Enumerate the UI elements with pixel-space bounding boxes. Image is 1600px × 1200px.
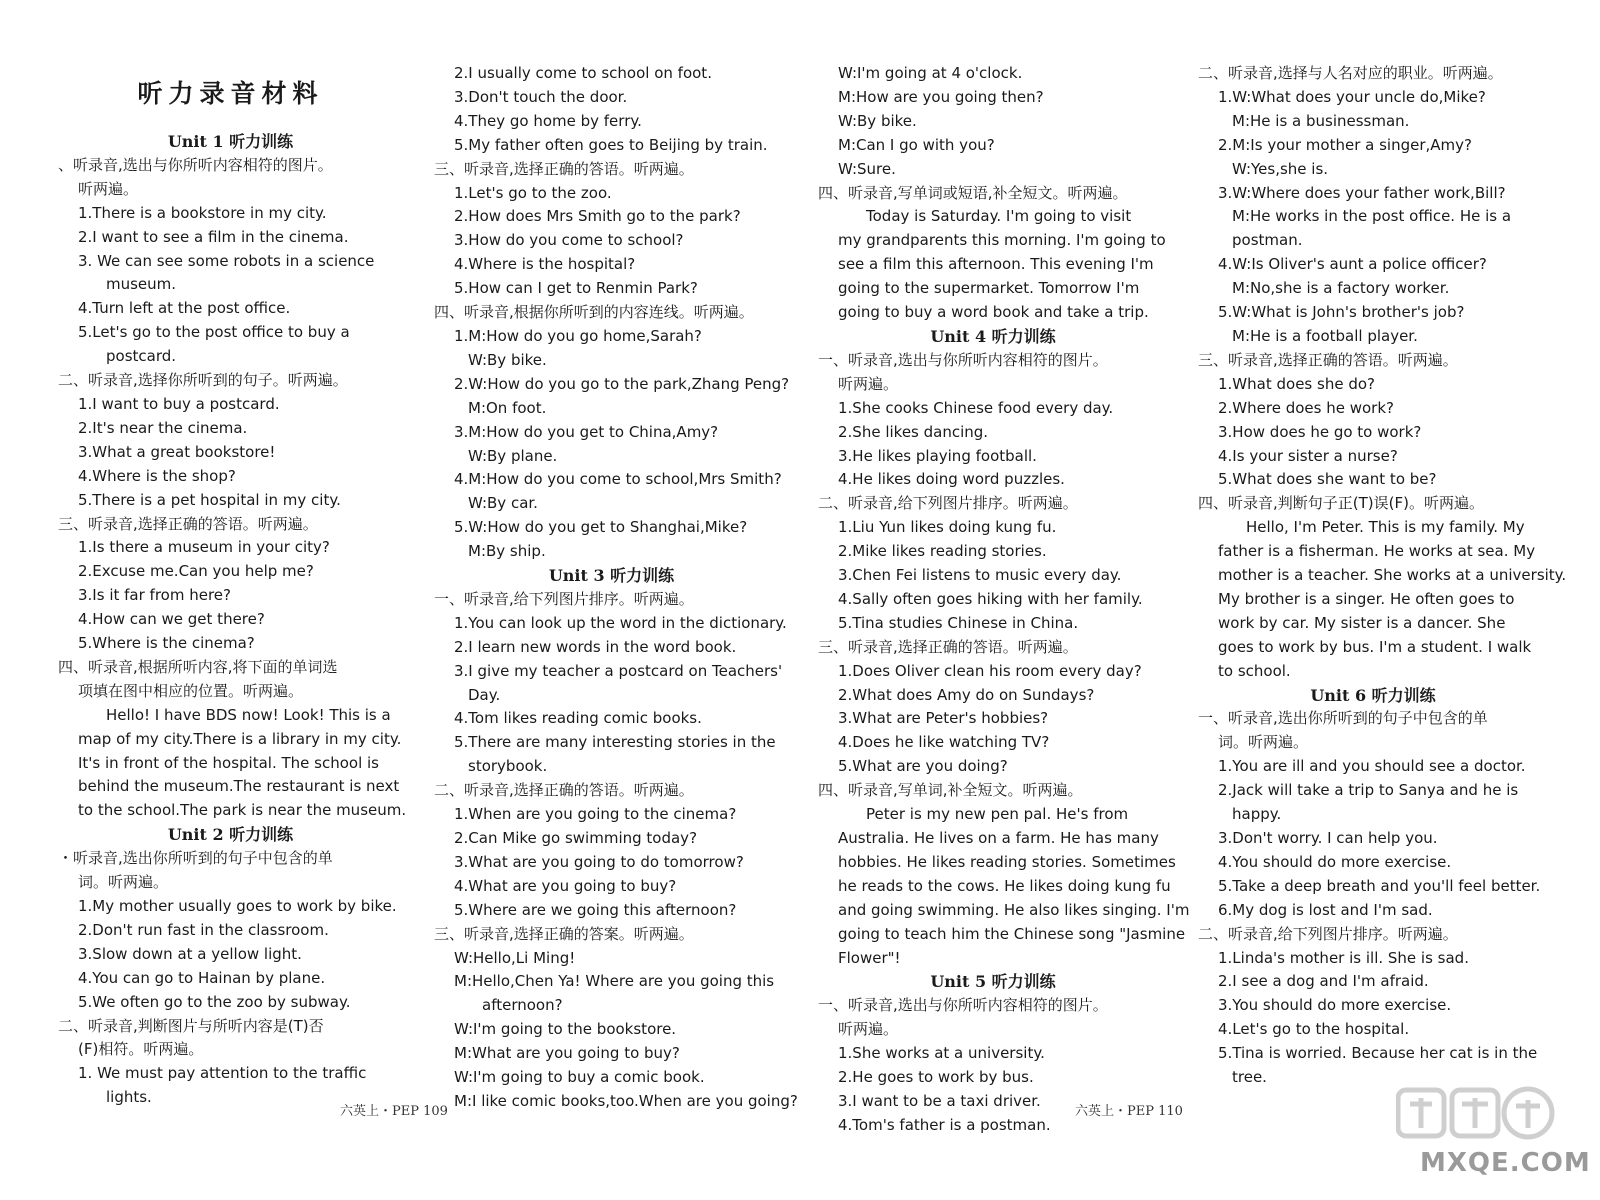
text-line: W:I'm going at 4 o'clock. <box>838 64 1023 82</box>
text-line: M:How are you going then? <box>838 87 1044 106</box>
text-line: 、听录音,选出与你所听内容相符的图片。 <box>58 155 333 174</box>
text-line: 四、听录音,判断句子正(T)误(F)。听两遍。 <box>1198 494 1484 513</box>
text-line: 3.I want to be a taxi driver. <box>838 1091 1041 1110</box>
text-line: 2.I see a dog and I'm afraid. <box>1218 972 1429 991</box>
text-line: 4.W:Is Oliver's aunt a police officer? <box>1218 255 1487 274</box>
text-line: 4.Does he like watching TV? <box>838 733 1050 752</box>
text-line: goes to work by bus. I'm a student. I walk <box>1218 637 1532 656</box>
text-line: 2.M:Is your mother a singer,Amy? <box>1218 135 1472 154</box>
text-line: 5.Tina is worried. Because her cat is in the <box>1218 1044 1538 1063</box>
footer-left-page-number: 六英上・PEP 109 <box>340 1104 448 1119</box>
text-line: M:By ship. <box>468 542 546 561</box>
text-line: 4.Where is the hospital? <box>454 255 636 274</box>
text-line: 2.She likes dancing. <box>838 422 989 441</box>
text-line: 3.How does he go to work? <box>1218 422 1422 441</box>
text-line: 1.You can look up the word in the dictionary. <box>454 613 787 632</box>
text-line: (F)相符。听两遍。 <box>78 1040 204 1059</box>
text-line: M:Hello,Chen Ya! Where are you going this <box>454 972 775 991</box>
text-line: 5.Where is the cinema? <box>78 634 255 653</box>
text-line: 3.What are Peter's hobbies? <box>838 709 1049 728</box>
text-line: My brother is a singer. He often goes to <box>1218 589 1515 608</box>
text-line: M:He is a football player. <box>1232 326 1418 345</box>
text-line: 3.Don't worry. I can help you. <box>1218 829 1438 847</box>
text-line: father is a fisherman. He works at sea. My <box>1218 542 1536 561</box>
text-line: 3.What are you going to do tomorrow? <box>454 852 744 871</box>
text-line: W:Sure. <box>838 159 896 178</box>
text-line: 6.My dog is lost and I'm sad. <box>1218 900 1433 919</box>
text-line: 3.Is it far from here? <box>78 586 231 605</box>
text-line: to school. <box>1218 661 1291 680</box>
text-line: Hello! I have BDS now! Look! This is a <box>106 705 391 724</box>
text-line: 4.How can we get there? <box>78 610 265 629</box>
text-line: 二、听录音,判断图片与所听内容是(T)否 <box>58 1016 324 1035</box>
text-line: 1.She works at a university. <box>838 1044 1045 1063</box>
text-line: he reads to the cows. He likes doing kung fu <box>838 876 1171 895</box>
text-line: afternoon? <box>482 996 563 1015</box>
text-line: 三、听录音,选择正确的答语。听两遍。 <box>818 637 1078 656</box>
text-line: Australia. He lives on a farm. He has many <box>838 829 1159 847</box>
text-line: 2.Mike likes reading stories. <box>838 542 1047 561</box>
text-line: 4.You can go to Hainan by plane. <box>78 968 326 987</box>
text-line: 1.Liu Yun likes doing kung fu. <box>838 518 1057 537</box>
text-line: 词。听两遍。 <box>1218 733 1309 752</box>
text-line: 词。听两遍。 <box>78 873 169 892</box>
text-line: tree. <box>1232 1068 1267 1087</box>
text-line: behind the museum.The restaurant is next <box>78 777 400 796</box>
text-line: 1.When are you going to the cinema? <box>454 805 737 824</box>
text-line: 四、听录音,根据你所听到的内容连线。听两遍。 <box>434 303 754 322</box>
text-line: 5.What does she want to be? <box>1218 470 1437 489</box>
column-4-lines <box>1198 62 1567 1090</box>
text-line: going to teach him the Chinese song "Jasmine <box>838 924 1186 943</box>
text-line: 2.Don't run fast in the classroom. <box>78 920 329 939</box>
text-line: 3.How do you come to school? <box>454 231 684 250</box>
text-line: 3.You should do more exercise. <box>1218 996 1452 1015</box>
text-line: 三、听录音,选择正确的答语。听两遍。 <box>434 159 694 178</box>
text-line: going to buy a word book and take a trip. <box>838 303 1149 322</box>
text-line: 2.Jack will take a trip to Sanya and he is <box>1218 781 1519 800</box>
text-line: Hello, I'm Peter. This is my family. My <box>1246 518 1525 537</box>
column-3-lines <box>818 62 1190 1138</box>
text-line: 1. We must pay attention to the traffic <box>78 1064 367 1083</box>
text-line: M:Can I go with you? <box>838 135 995 154</box>
text-line: postcard. <box>106 347 177 366</box>
text-line: 4.Tom's father is a postman. <box>838 1115 1051 1134</box>
text-line: 1.I want to buy a postcard. <box>78 394 280 413</box>
text-line: W:Hello,Li Ming! <box>454 948 576 967</box>
text-line: 1.Is there a museum in your city? <box>78 538 330 557</box>
text-line: 4.You should do more exercise. <box>1218 852 1452 871</box>
text-line: 2.What does Amy do on Sundays? <box>838 685 1095 704</box>
text-line: 1.You are ill and you should see a doctor. <box>1218 757 1526 776</box>
text-line: W:I'm going to buy a comic book. <box>454 1068 705 1087</box>
text-line: 4.Turn left at the post office. <box>78 299 291 318</box>
text-line: 3.Don't touch the door. <box>454 87 628 106</box>
column-3 <box>818 62 1190 1138</box>
text-line: 2.How does Mrs Smith go to the park? <box>454 207 741 226</box>
text-line: M:No,she is a factory worker. <box>1232 279 1450 298</box>
text-line: 1.There is a bookstore in my city. <box>78 203 327 222</box>
unit-heading: Unit 3 听力训练 <box>548 566 675 586</box>
text-line: 2.I learn new words in the word book. <box>454 637 737 656</box>
text-line: going to the supermarket. Tomorrow I'm <box>838 279 1140 298</box>
text-line: 3.Chen Fei listens to music every day. <box>838 566 1122 585</box>
column-1 <box>58 62 407 1110</box>
text-line: M:What are you going to buy? <box>454 1044 680 1063</box>
text-line: 2.I want to see a film in the cinema. <box>78 227 349 246</box>
text-line: 1.Does Oliver clean his room every day? <box>838 661 1142 680</box>
text-line: 3.Slow down at a yellow light. <box>78 944 302 963</box>
text-line: see a film this afternoon. This evening I'm <box>838 255 1154 274</box>
column-2 <box>434 62 798 1114</box>
text-line: M:He is a businessman. <box>1232 111 1410 130</box>
text-line: 4.Where is the shop? <box>78 466 236 485</box>
unit-heading: Unit 1 听力训练 <box>167 132 294 151</box>
text-line: M:I like comic books,too.When are you going? <box>454 1091 798 1110</box>
text-line: 二、听录音,选择正确的答语。听两遍。 <box>434 781 694 800</box>
text-line: 5.What are you doing? <box>838 757 1008 776</box>
text-line: Day. <box>468 685 501 704</box>
unit-heading: Unit 6 听力训练 <box>1310 685 1436 705</box>
text-line: 四、听录音,写单词或短语,补全短文。听两遍。 <box>818 183 1128 202</box>
text-line: lights. <box>106 1088 152 1107</box>
text-line: 5.There are many interesting stories in the <box>454 733 776 752</box>
text-line: 5.There is a pet hospital in my city. <box>78 490 341 509</box>
text-line: museum. <box>106 275 177 294</box>
text-line: 二、听录音,选择与人名对应的职业。听两遍。 <box>1198 64 1503 82</box>
text-line: 2.He goes to work by bus. <box>838 1068 1034 1087</box>
text-line: 一、听录音,选出与你所听内容相符的图片。 <box>818 996 1108 1015</box>
text-line: 4.M:How do you come to school,Mrs Smith? <box>454 470 782 489</box>
text-line: W:Yes,she is. <box>1232 159 1329 178</box>
text-line: 2.Where does he work? <box>1218 398 1394 417</box>
text-line: and going swimming. He also likes singing. I'm <box>838 900 1190 919</box>
text-line: storybook. <box>468 757 548 776</box>
text-line: 一、听录音,选出与你所听内容相符的图片。 <box>818 350 1108 369</box>
text-line: Peter is my new pen pal. He's from <box>866 805 1129 824</box>
text-line: 2.Excuse me.Can you help me? <box>78 562 314 581</box>
text-line: 3.What a great bookstore! <box>78 442 276 461</box>
text-line: 1.She cooks Chinese food every day. <box>838 398 1114 417</box>
text-line: 2.Can Mike go swimming today? <box>454 829 698 847</box>
text-line: my grandparents this morning. I'm going to <box>838 231 1166 250</box>
text-line: Flower"! <box>838 948 901 967</box>
text-line: postman. <box>1232 231 1303 250</box>
text-line: W:By plane. <box>468 446 558 465</box>
text-line: 听两遍。 <box>838 374 899 393</box>
text-line: 1.Linda's mother is ill. She is sad. <box>1218 948 1469 967</box>
column-1-lines <box>58 130 407 1110</box>
text-line: 二、听录音,选择你所听到的句子。听两遍。 <box>58 371 348 390</box>
text-line: 3.W:Where does your father work,Bill? <box>1218 183 1506 202</box>
text-line: 一、听录音,给下列图片排序。听两遍。 <box>434 589 694 608</box>
text-line: 5.Tina studies Chinese in China. <box>838 613 1079 632</box>
text-line: to the school.The park is near the museum. <box>78 801 407 820</box>
text-line: map of my city.There is a library in my city. <box>78 729 402 748</box>
text-line: 1.Let's go to the zoo. <box>454 183 612 202</box>
text-line: 三、听录音,选择正确的答语。听两遍。 <box>1198 350 1458 369</box>
text-line: 3.He likes playing football. <box>838 446 1037 465</box>
text-line: M:On foot. <box>468 398 547 417</box>
text-line: 5.My father often goes to Beijing by train. <box>454 135 768 154</box>
text-line: W:By car. <box>468 494 538 513</box>
column-4 <box>1198 62 1567 1090</box>
text-line: W:I'm going to the bookstore. <box>454 1020 677 1039</box>
unit-heading: Unit 2 听力训练 <box>167 825 294 845</box>
text-line: 3.I give my teacher a postcard on Teachers' <box>454 661 783 680</box>
text-line: 5.Where are we going this afternoon? <box>454 900 737 919</box>
text-line: 4.They go home by ferry. <box>454 111 642 130</box>
text-line: 4.He likes doing word puzzles. <box>838 470 1065 489</box>
text-line: 4.Is your sister a nurse? <box>1218 446 1398 465</box>
text-line: 5.Let's go to the post office to buy a <box>78 323 350 342</box>
text-line: 一、听录音,选出你所听到的句子中包含的单 <box>1198 709 1488 728</box>
watermark-logo-icon <box>1396 1084 1556 1142</box>
text-line: 听两遍。 <box>838 1020 899 1039</box>
text-line: 四、听录音,根据所听内容,将下面的单词选 <box>58 657 338 676</box>
text-line: ・听录音,选出你所听到的句子中包含的单 <box>58 849 333 868</box>
text-line: Today is Saturday. I'm going to visit <box>866 207 1132 226</box>
text-line: 2.It's near the cinema. <box>78 418 248 437</box>
text-line: 项填在图中相应的位置。听两遍。 <box>78 681 304 700</box>
footer-right-page-number: 六英上・PEP 110 <box>1075 1104 1183 1119</box>
text-line: 5.W:How do you get to Shanghai,Mike? <box>454 518 748 537</box>
text-line: 5.Take a deep breath and you'll feel better. <box>1218 876 1541 895</box>
text-line: 5.How can I get to Renmin Park? <box>454 279 698 298</box>
text-line: 1.My mother usually goes to work by bike. <box>78 897 397 915</box>
text-line: 三、听录音,选择正确的答案。听两遍。 <box>434 924 694 943</box>
text-line: 4.Tom likes reading comic books. <box>454 709 702 728</box>
text-line: 3.M:How do you get to China,Amy? <box>454 422 719 441</box>
text-line: 5.We often go to the zoo by subway. <box>78 992 351 1011</box>
text-line: It's in front of the hospital. The school is <box>78 753 379 772</box>
text-line: 听两遍。 <box>78 179 139 198</box>
text-line: 3. We can see some robots in a science <box>78 251 375 270</box>
watermark-text: MXQE.COM <box>1420 1148 1591 1178</box>
unit-heading: Unit 5 听力训练 <box>930 972 1056 992</box>
text-line: 三、听录音,选择正确的答语。听两遍。 <box>58 514 318 533</box>
text-line: hobbies. He likes reading stories. Sometimes <box>838 852 1176 871</box>
text-line: 2.W:How do you go to the park,Zhang Peng? <box>454 374 790 393</box>
text-line: W:By bike. <box>838 111 917 130</box>
text-line: 4.Let's go to the hospital. <box>1218 1020 1410 1039</box>
text-line: 5.W:What is John's brother's job? <box>1218 303 1465 322</box>
text-line: M:He works in the post office. He is a <box>1232 207 1512 226</box>
text-line: 1.What does she do? <box>1218 374 1375 393</box>
text-line: 二、听录音,给下列图片排序。听两遍。 <box>818 494 1078 513</box>
text-line: 二、听录音,给下列图片排序。听两遍。 <box>1198 924 1458 943</box>
text-line: 4.Sally often goes hiking with her family. <box>838 589 1143 608</box>
text-line: happy. <box>1232 805 1282 824</box>
unit-heading: Unit 4 听力训练 <box>930 326 1056 346</box>
text-line: W:By bike. <box>468 350 547 369</box>
text-line: work by car. My sister is a dancer. She <box>1218 613 1506 632</box>
text-line: 1.M:How do you go home,Sarah? <box>454 326 702 345</box>
text-line: mother is a teacher. She works at a university. <box>1218 566 1567 585</box>
page-title: 听力录音材料 <box>137 79 324 108</box>
text-line: 2.I usually come to school on foot. <box>454 64 712 82</box>
text-line: 4.What are you going to buy? <box>454 876 677 895</box>
text-line: 1.W:What does your uncle do,Mike? <box>1218 87 1486 106</box>
column-2-lines <box>434 62 798 1114</box>
text-line: 四、听录音,写单词,补全短文。听两遍。 <box>818 781 1083 800</box>
